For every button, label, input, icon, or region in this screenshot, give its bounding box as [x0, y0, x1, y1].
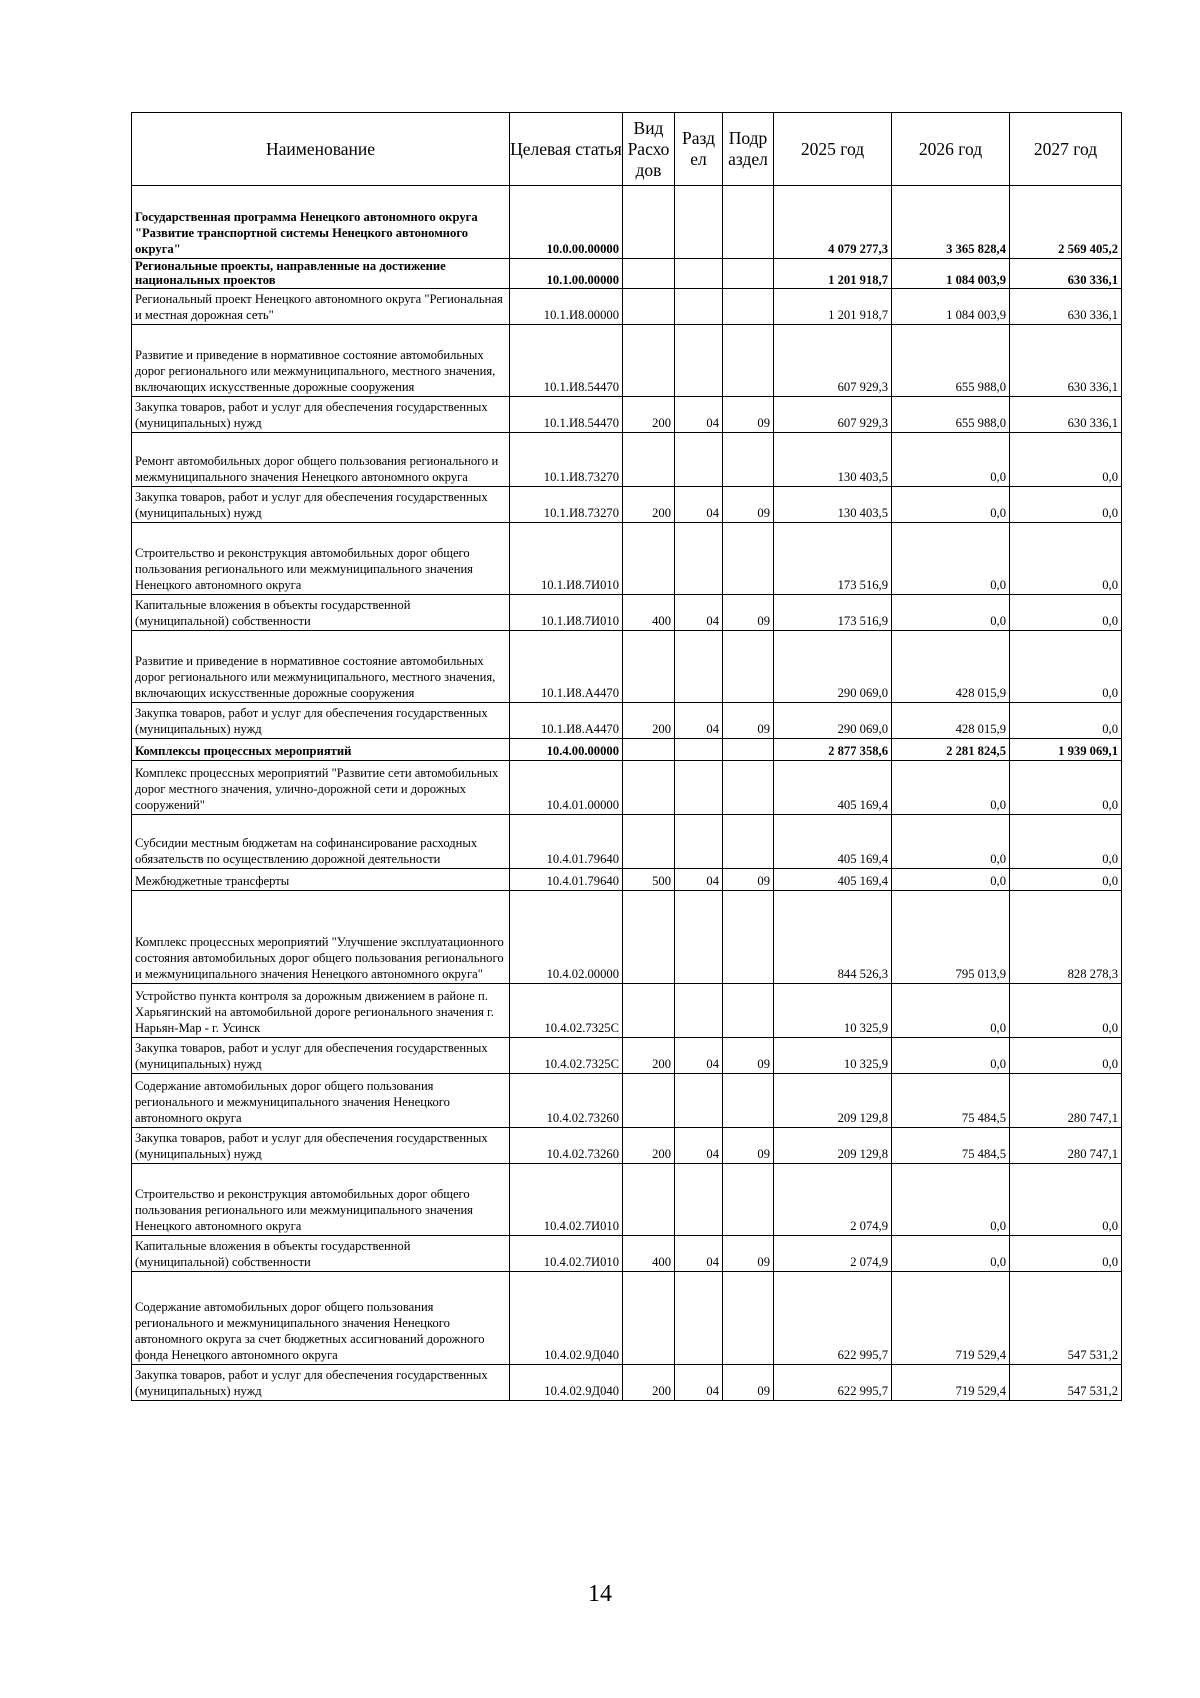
- row-name: Содержание автомобильных дорог общего пользования регионального и межмуниципального значения Ненецкого автономного округа: [132, 1074, 510, 1128]
- row-expense-kind: 200: [623, 703, 675, 739]
- table-row: [132, 487, 1122, 523]
- table-row: [132, 1038, 1122, 1074]
- table-row: [132, 815, 1122, 869]
- row-section: 04: [675, 487, 723, 523]
- row-target-article: 10.4.02.7И010: [510, 1164, 623, 1236]
- row-amount-2026: 719 529,4: [892, 1272, 1010, 1365]
- row-amount-2027: 0,0: [1010, 703, 1122, 739]
- row-section: [675, 325, 723, 397]
- row-section: [675, 433, 723, 487]
- row-amount-2025: 622 995,7: [774, 1365, 892, 1401]
- row-amount-2027: 630 336,1: [1010, 325, 1122, 397]
- row-expense-kind: 200: [623, 1365, 675, 1401]
- row-amount-2026: 3 365 828,4: [892, 186, 1010, 259]
- header-subsection: Подр аздел: [723, 113, 774, 186]
- row-subsection: [723, 1074, 774, 1128]
- row-amount-2026: 0,0: [892, 595, 1010, 631]
- row-amount-2025: 1 201 918,7: [774, 289, 892, 325]
- row-expense-kind: 200: [623, 397, 675, 433]
- row-name: Закупка товаров, работ и услуг для обеспечения государственных (муниципальных) нужд: [132, 1038, 510, 1074]
- row-expense-kind: [623, 761, 675, 815]
- row-name: Закупка товаров, работ и услуг для обеспечения государственных (муниципальных) нужд: [132, 487, 510, 523]
- row-amount-2027: 547 531,2: [1010, 1272, 1122, 1365]
- row-amount-2027: 630 336,1: [1010, 289, 1122, 325]
- row-amount-2025: 209 129,8: [774, 1074, 892, 1128]
- row-name: Развитие и приведение в нормативное состояние автомобильных дорог регионального или межмуниципального, местного значения, включающих искусственные дорожные сооружения: [132, 325, 510, 397]
- row-amount-2026: 0,0: [892, 869, 1010, 891]
- row-amount-2026: 0,0: [892, 1038, 1010, 1074]
- row-name: Закупка товаров, работ и услуг для обеспечения государственных (муниципальных) нужд: [132, 397, 510, 433]
- row-amount-2025: 10 325,9: [774, 1038, 892, 1074]
- row-subsection: 09: [723, 1128, 774, 1164]
- table-row: [132, 984, 1122, 1038]
- row-amount-2025: 4 079 277,3: [774, 186, 892, 259]
- row-target-article: 10.1.И8.А4470: [510, 703, 623, 739]
- row-amount-2027: 0,0: [1010, 631, 1122, 703]
- budget-table: [131, 112, 1122, 1401]
- row-expense-kind: [623, 523, 675, 595]
- row-amount-2027: 2 569 405,2: [1010, 186, 1122, 259]
- row-name: Закупка товаров, работ и услуг для обеспечения государственных (муниципальных) нужд: [132, 703, 510, 739]
- row-expense-kind: [623, 739, 675, 761]
- row-section: 04: [675, 1038, 723, 1074]
- table-row: [132, 891, 1122, 984]
- row-expense-kind: [623, 1074, 675, 1128]
- row-amount-2026: 795 013,9: [892, 891, 1010, 984]
- row-subsection: [723, 761, 774, 815]
- row-section: 04: [675, 595, 723, 631]
- row-name: Комплекс процессных мероприятий "Развитие сети автомобильных дорог местного значения, улично-дорожной сети и дорожных сооружений": [132, 761, 510, 815]
- row-amount-2027: 547 531,2: [1010, 1365, 1122, 1401]
- table-row: [132, 595, 1122, 631]
- table-row: [132, 1074, 1122, 1128]
- row-amount-2026: 655 988,0: [892, 325, 1010, 397]
- row-section: [675, 523, 723, 595]
- row-subsection: [723, 325, 774, 397]
- row-subsection: 09: [723, 869, 774, 891]
- row-subsection: [723, 631, 774, 703]
- row-amount-2025: 607 929,3: [774, 325, 892, 397]
- row-name: Межбюджетные трансферты: [132, 869, 510, 891]
- row-subsection: [723, 815, 774, 869]
- row-subsection: [723, 739, 774, 761]
- row-subsection: 09: [723, 487, 774, 523]
- row-section: 04: [675, 1236, 723, 1272]
- row-amount-2025: 173 516,9: [774, 595, 892, 631]
- row-name: Строительство и реконструкция автомобильных дорог общего пользования регионального или межмуниципального значения Ненецкого автономного округа: [132, 523, 510, 595]
- row-section: [675, 1074, 723, 1128]
- row-amount-2026: 719 529,4: [892, 1365, 1010, 1401]
- row-subsection: 09: [723, 1038, 774, 1074]
- row-amount-2026: 655 988,0: [892, 397, 1010, 433]
- row-expense-kind: [623, 631, 675, 703]
- row-target-article: 10.4.01.00000: [510, 761, 623, 815]
- table-row: [132, 739, 1122, 761]
- row-amount-2027: 0,0: [1010, 1236, 1122, 1272]
- row-target-article: 10.4.02.00000: [510, 891, 623, 984]
- row-target-article: 10.4.02.73260: [510, 1128, 623, 1164]
- row-expense-kind: [623, 815, 675, 869]
- row-amount-2027: 0,0: [1010, 523, 1122, 595]
- row-subsection: [723, 523, 774, 595]
- row-target-article: 10.1.И8.А4470: [510, 631, 623, 703]
- row-target-article: 10.4.00.00000: [510, 739, 623, 761]
- row-expense-kind: [623, 1164, 675, 1236]
- table-row: [132, 1164, 1122, 1236]
- row-section: [675, 289, 723, 325]
- row-expense-kind: 200: [623, 487, 675, 523]
- row-target-article: 10.4.01.79640: [510, 869, 623, 891]
- row-amount-2025: 405 169,4: [774, 761, 892, 815]
- row-section: [675, 815, 723, 869]
- row-amount-2025: 173 516,9: [774, 523, 892, 595]
- table-row: [132, 397, 1122, 433]
- row-expense-kind: [623, 891, 675, 984]
- row-target-article: 10.1.И8.54470: [510, 325, 623, 397]
- row-target-article: 10.1.И8.54470: [510, 397, 623, 433]
- row-amount-2026: 428 015,9: [892, 631, 1010, 703]
- table-row: [132, 186, 1122, 259]
- row-amount-2026: 75 484,5: [892, 1074, 1010, 1128]
- row-section: [675, 891, 723, 984]
- row-amount-2027: 280 747,1: [1010, 1074, 1122, 1128]
- row-section: 04: [675, 1128, 723, 1164]
- row-name: Капитальные вложения в объекты государственной (муниципальной) собственности: [132, 595, 510, 631]
- header-year-2027: 2027 год: [1010, 113, 1122, 186]
- row-amount-2027: 0,0: [1010, 1038, 1122, 1074]
- row-expense-kind: [623, 984, 675, 1038]
- row-expense-kind: [623, 289, 675, 325]
- row-amount-2025: 2 074,9: [774, 1236, 892, 1272]
- table-row: [132, 761, 1122, 815]
- row-subsection: 09: [723, 1236, 774, 1272]
- table-row: [132, 523, 1122, 595]
- table-body: [132, 186, 1122, 1401]
- table-row: [132, 259, 1122, 289]
- row-expense-kind: [623, 325, 675, 397]
- table-row: [132, 1272, 1122, 1365]
- row-amount-2025: 130 403,5: [774, 487, 892, 523]
- row-amount-2026: 1 084 003,9: [892, 289, 1010, 325]
- row-target-article: 10.4.02.7325С: [510, 984, 623, 1038]
- row-expense-kind: [623, 1272, 675, 1365]
- row-amount-2027: 0,0: [1010, 595, 1122, 631]
- row-amount-2025: 607 929,3: [774, 397, 892, 433]
- row-name: Комплексы процессных мероприятий: [132, 739, 510, 761]
- row-section: [675, 186, 723, 259]
- header-section: Разд ел: [675, 113, 723, 186]
- table-row: [132, 703, 1122, 739]
- row-target-article: 10.4.02.7И010: [510, 1236, 623, 1272]
- row-target-article: 10.1.И8.7И010: [510, 595, 623, 631]
- table-row: [132, 1128, 1122, 1164]
- row-subsection: 09: [723, 397, 774, 433]
- row-amount-2025: 290 069,0: [774, 631, 892, 703]
- row-amount-2025: 10 325,9: [774, 984, 892, 1038]
- row-amount-2026: 0,0: [892, 1164, 1010, 1236]
- row-expense-kind: 200: [623, 1038, 675, 1074]
- row-amount-2025: 622 995,7: [774, 1272, 892, 1365]
- row-section: [675, 259, 723, 289]
- row-name: Содержание автомобильных дорог общего пользования регионального и межмуниципального значения Ненецкого автономного округа за счет бюджетных ассигнований дорожного фонда Ненецкого автономного округа: [132, 1272, 510, 1365]
- row-amount-2027: 630 336,1: [1010, 397, 1122, 433]
- table-row: [132, 433, 1122, 487]
- row-target-article: 10.4.02.9Д040: [510, 1272, 623, 1365]
- row-subsection: [723, 259, 774, 289]
- row-expense-kind: 200: [623, 1128, 675, 1164]
- row-amount-2025: 209 129,8: [774, 1128, 892, 1164]
- row-target-article: 10.4.02.73260: [510, 1074, 623, 1128]
- table-row: [132, 869, 1122, 891]
- row-amount-2026: 0,0: [892, 433, 1010, 487]
- row-subsection: [723, 1164, 774, 1236]
- row-target-article: 10.4.02.9Д040: [510, 1365, 623, 1401]
- row-amount-2027: 0,0: [1010, 761, 1122, 815]
- row-subsection: [723, 289, 774, 325]
- page-number: 14: [588, 1581, 612, 1607]
- row-amount-2027: 828 278,3: [1010, 891, 1122, 984]
- row-amount-2026: 0,0: [892, 815, 1010, 869]
- row-subsection: 09: [723, 1365, 774, 1401]
- row-name: Ремонт автомобильных дорог общего пользования регионального и межмуниципального значения Ненецкого автономного округа: [132, 433, 510, 487]
- table-row: [132, 631, 1122, 703]
- row-subsection: [723, 433, 774, 487]
- row-amount-2027: 0,0: [1010, 815, 1122, 869]
- row-section: [675, 1272, 723, 1365]
- row-amount-2027: 0,0: [1010, 1164, 1122, 1236]
- row-name: Закупка товаров, работ и услуг для обеспечения государственных (муниципальных) нужд: [132, 1365, 510, 1401]
- row-section: 04: [675, 703, 723, 739]
- row-amount-2026: 75 484,5: [892, 1128, 1010, 1164]
- table-row: [132, 1365, 1122, 1401]
- row-expense-kind: 400: [623, 595, 675, 631]
- row-amount-2025: 844 526,3: [774, 891, 892, 984]
- row-section: 04: [675, 1365, 723, 1401]
- row-amount-2027: 280 747,1: [1010, 1128, 1122, 1164]
- row-target-article: 10.1.И8.73270: [510, 433, 623, 487]
- row-expense-kind: 400: [623, 1236, 675, 1272]
- row-target-article: 10.0.00.00000: [510, 186, 623, 259]
- row-amount-2027: 0,0: [1010, 433, 1122, 487]
- row-amount-2027: 630 336,1: [1010, 259, 1122, 289]
- row-amount-2026: 0,0: [892, 761, 1010, 815]
- header-year-2025: 2025 год: [774, 113, 892, 186]
- row-amount-2025: 405 169,4: [774, 815, 892, 869]
- row-target-article: 10.4.02.7325С: [510, 1038, 623, 1074]
- row-amount-2025: 405 169,4: [774, 869, 892, 891]
- row-amount-2026: 1 084 003,9: [892, 259, 1010, 289]
- row-amount-2027: 1 939 069,1: [1010, 739, 1122, 761]
- row-subsection: 09: [723, 703, 774, 739]
- row-section: [675, 761, 723, 815]
- row-amount-2025: 130 403,5: [774, 433, 892, 487]
- row-expense-kind: [623, 186, 675, 259]
- row-amount-2026: 2 281 824,5: [892, 739, 1010, 761]
- row-target-article: 10.1.И8.00000: [510, 289, 623, 325]
- row-subsection: [723, 984, 774, 1038]
- row-name: Устройство пункта контроля за дорожным движением в районе п. Харьягинский на автомобильной дороге регионального значения г. Нарьян-Мар - г. Усинск: [132, 984, 510, 1038]
- table-row: [132, 289, 1122, 325]
- header-target-article: Целевая статья: [510, 113, 623, 186]
- row-amount-2027: 0,0: [1010, 984, 1122, 1038]
- row-expense-kind: [623, 259, 675, 289]
- row-section: 04: [675, 397, 723, 433]
- header-name: Наименование: [132, 113, 510, 186]
- row-target-article: 10.1.00.00000: [510, 259, 623, 289]
- row-amount-2026: 0,0: [892, 984, 1010, 1038]
- row-target-article: 10.1.И8.7И010: [510, 523, 623, 595]
- row-subsection: [723, 186, 774, 259]
- row-section: [675, 739, 723, 761]
- row-subsection: [723, 1272, 774, 1365]
- row-amount-2025: 290 069,0: [774, 703, 892, 739]
- row-target-article: 10.4.01.79640: [510, 815, 623, 869]
- row-amount-2026: 0,0: [892, 487, 1010, 523]
- row-name: Субсидии местным бюджетам на софинансирование расходных обязательств по осуществлению дорожной деятельности: [132, 815, 510, 869]
- row-name: Развитие и приведение в нормативное состояние автомобильных дорог регионального или межмуниципального, местного значения, включающих искусственные дорожные сооружения: [132, 631, 510, 703]
- row-name: Региональные проекты, направленные на достижение национальных проектов: [132, 259, 510, 289]
- row-expense-kind: [623, 433, 675, 487]
- row-amount-2026: 0,0: [892, 1236, 1010, 1272]
- row-expense-kind: 500: [623, 869, 675, 891]
- row-amount-2025: 1 201 918,7: [774, 259, 892, 289]
- row-name: Комплекс процессных мероприятий "Улучшение эксплуатационного состояния автомобильных дорог общего пользования регионального и межмуниципального значения Ненецкого автономного округа": [132, 891, 510, 984]
- row-amount-2025: 2 074,9: [774, 1164, 892, 1236]
- row-target-article: 10.1.И8.73270: [510, 487, 623, 523]
- row-name: Капитальные вложения в объекты государственной (муниципальной) собственности: [132, 1236, 510, 1272]
- row-amount-2027: 0,0: [1010, 487, 1122, 523]
- row-section: [675, 984, 723, 1038]
- row-name: Государственная программа Ненецкого автономного округа "Развитие транспортной системы Ненецкого автономного округа": [132, 186, 510, 259]
- table-row: [132, 325, 1122, 397]
- row-section: [675, 631, 723, 703]
- row-section: [675, 1164, 723, 1236]
- row-section: 04: [675, 869, 723, 891]
- header-year-2026: 2026 год: [892, 113, 1010, 186]
- row-subsection: [723, 891, 774, 984]
- row-amount-2025: 2 877 358,6: [774, 739, 892, 761]
- table-row: [132, 1236, 1122, 1272]
- row-amount-2027: 0,0: [1010, 869, 1122, 891]
- header-row: [132, 113, 1122, 186]
- row-name: Строительство и реконструкция автомобильных дорог общего пользования регионального или межмуниципального значения Ненецкого автономного округа: [132, 1164, 510, 1236]
- row-amount-2026: 0,0: [892, 523, 1010, 595]
- row-subsection: 09: [723, 595, 774, 631]
- row-name: Закупка товаров, работ и услуг для обеспечения государственных (муниципальных) нужд: [132, 1128, 510, 1164]
- header-expense-kind: Вид Расхо дов: [623, 113, 675, 186]
- row-amount-2026: 428 015,9: [892, 703, 1010, 739]
- row-name: Региональный проект Ненецкого автономного округа "Региональная и местная дорожная сеть": [132, 289, 510, 325]
